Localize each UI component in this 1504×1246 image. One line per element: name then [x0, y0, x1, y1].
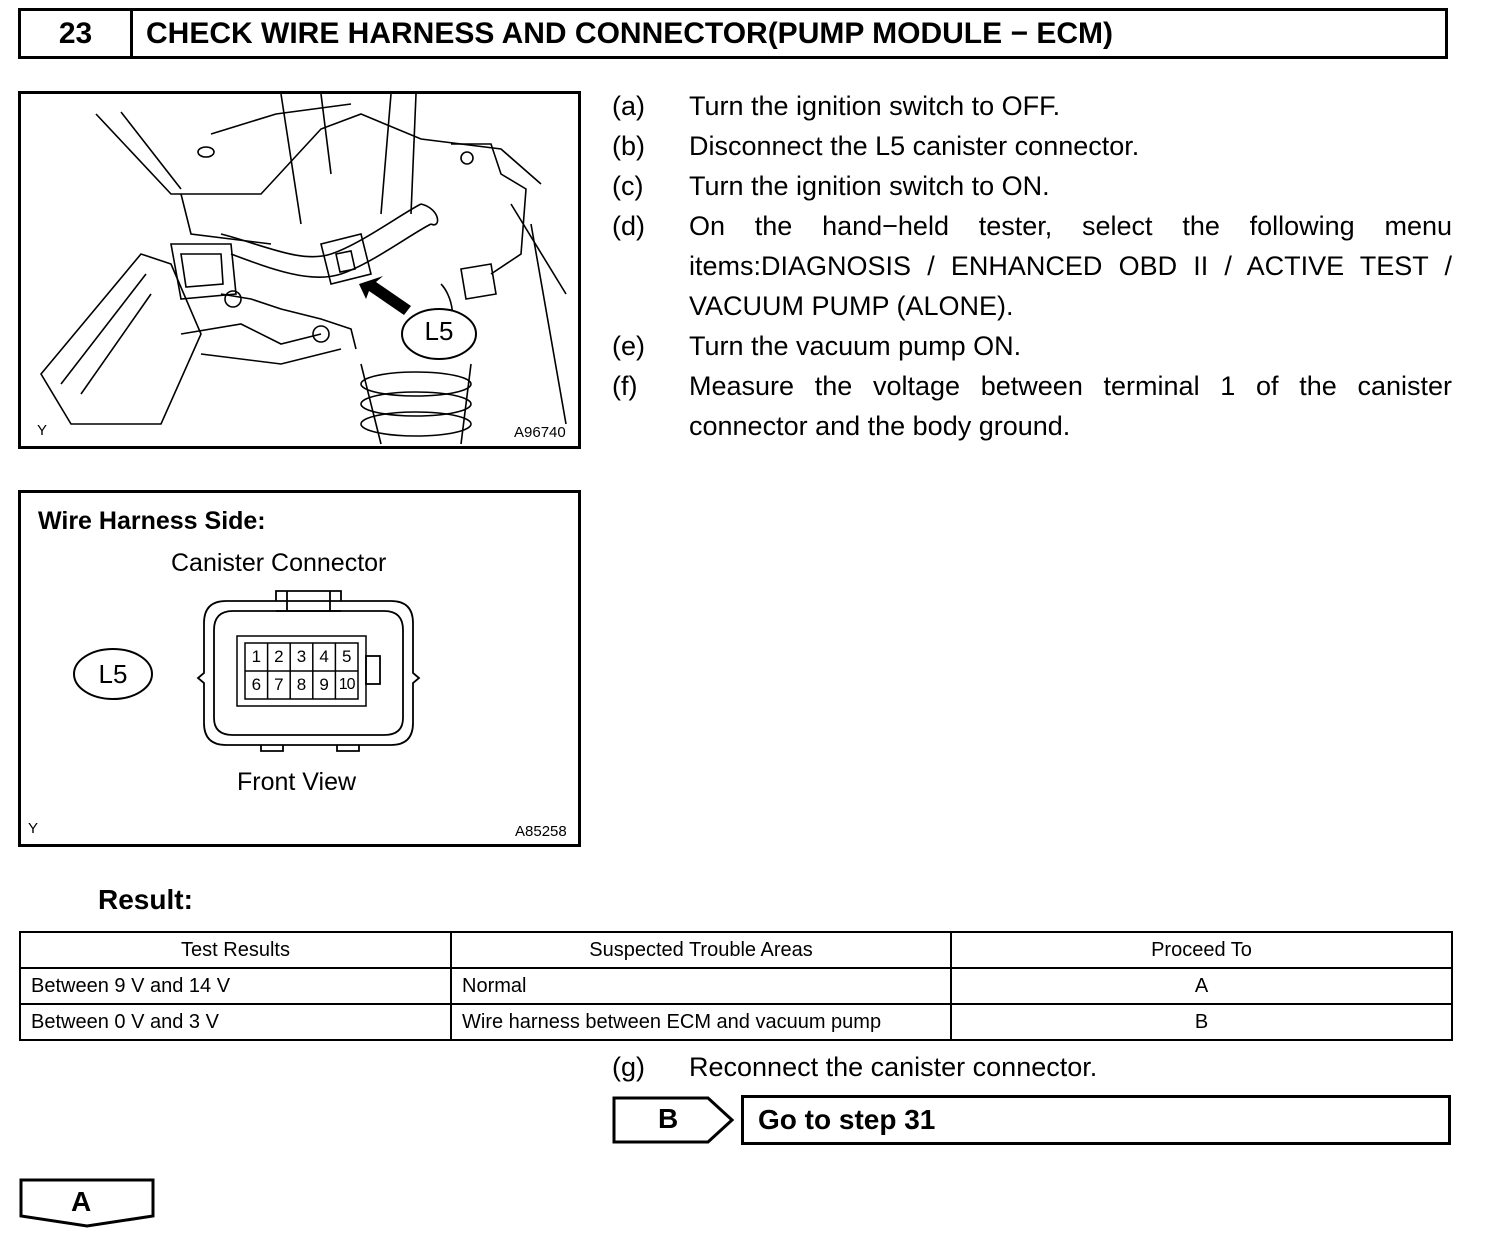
pin-number: 7 — [274, 675, 284, 694]
pin-number: 3 — [296, 647, 307, 666]
step-text: Reconnect the canister connector. — [689, 1052, 1098, 1082]
table-cell: Normal — [451, 968, 951, 1004]
table-cell: B — [951, 1004, 1452, 1040]
go-to-step-text: Go to step 31 — [758, 1104, 936, 1135]
pin-number: 8 — [296, 675, 307, 694]
step-text: Turn the vacuum pump ON. — [689, 331, 1022, 361]
step-text: On the hand−held tester, select the following menu items:DIAGNOSIS / ENHANCED OBD II / ACTIVE TEST / VACUUM PUMP (ALONE). — [689, 211, 1452, 321]
column-header: Suspected Trouble Areas — [451, 932, 951, 968]
pin-number: 2 — [274, 647, 284, 666]
pin-number: 9 — [319, 675, 329, 694]
step-letter: (a) — [612, 91, 645, 121]
pin-number: 6 — [251, 675, 262, 694]
figure-corner-mark: Y — [28, 820, 39, 837]
step-letter: (d) — [612, 211, 645, 241]
wire-harness-side-title: Wire Harness Side: — [38, 507, 266, 535]
figure-code: A96740 — [514, 424, 566, 441]
go-to-step-box[interactable] — [741, 1095, 1451, 1145]
engine-bay-drawing — [21, 94, 578, 446]
table-row — [20, 1004, 1452, 1040]
step-letter: (f) — [612, 371, 638, 401]
canister-connector-label: Canister Connector — [171, 549, 387, 577]
callout-l5: L5 — [424, 316, 454, 346]
step-text: Disconnect the L5 canister connector. — [689, 131, 1140, 161]
front-view-label: Front View — [237, 768, 357, 796]
table-header-row — [20, 932, 1452, 968]
table-cell: A — [951, 968, 1452, 1004]
pin-number: 4 — [319, 647, 329, 666]
table-cell: Between 9 V and 14 V — [20, 968, 451, 1004]
pin-row-bottom — [245, 672, 358, 700]
step-number: 23 — [21, 11, 133, 56]
branch-a-button[interactable] — [19, 1178, 155, 1228]
pin-number: 1 — [251, 647, 262, 666]
branch-b-button[interactable] — [612, 1096, 734, 1144]
table-cell: Between 0 V and 3 V — [20, 1004, 451, 1040]
engine-bay-illustration — [18, 91, 581, 449]
step-text: Turn the ignition switch to ON. — [689, 171, 1050, 201]
step-letter: (e) — [612, 331, 645, 361]
column-header: Test Results — [20, 932, 451, 968]
step-letter: (b) — [612, 131, 645, 161]
step-text: Turn the ignition switch to OFF. — [689, 91, 1061, 121]
pin-number: 10 — [338, 676, 355, 693]
result-table — [19, 931, 1453, 1041]
table-row — [20, 968, 1452, 1004]
figure-corner-mark: Y — [37, 422, 48, 439]
branch-b-label: B — [658, 1103, 679, 1134]
callout-l5: L5 — [98, 659, 128, 689]
step-letter: (g) — [612, 1052, 645, 1082]
connector-diagram — [18, 490, 581, 847]
branch-a-label: A — [71, 1186, 92, 1217]
figure-code: A85258 — [515, 823, 567, 840]
step-letter: (c) — [612, 171, 644, 201]
pin-row-top — [245, 644, 358, 672]
result-label: Result: — [98, 884, 193, 915]
step-text: Measure the voltage between terminal 1 of the canister connector and the body ground. — [689, 371, 1452, 441]
table-cell: Wire harness between ECM and vacuum pump — [451, 1004, 951, 1040]
column-header: Proceed To — [951, 932, 1452, 968]
pin-number: 5 — [341, 647, 352, 666]
step-header — [18, 8, 1448, 59]
step-title: CHECK WIRE HARNESS AND CONNECTOR(PUMP MODULE − ECM) — [146, 17, 1113, 50]
arrow-icon — [359, 276, 411, 315]
